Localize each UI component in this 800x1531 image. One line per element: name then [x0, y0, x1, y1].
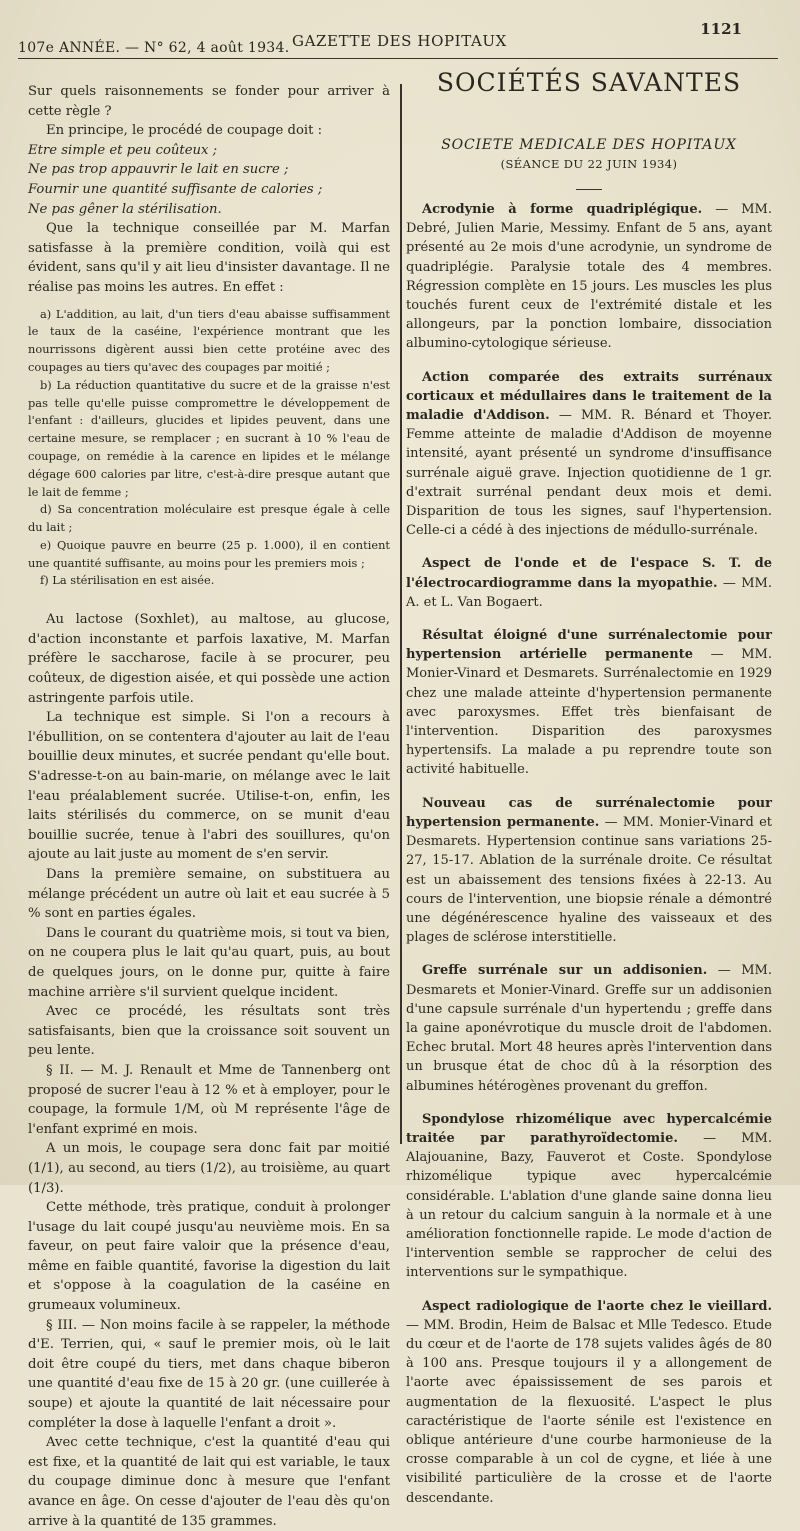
paragraph: La technique est simple. Si l'on a recours à l'ébullition, on se contentera d'ajouter au lait de l'eau bouillie deux minutes, et sucrée pendant qu'elle bout. S'adresse-t-on au bain-marie, on mélange avec le lait l'eau préalablement sucrée. Utilise-t-on, enfin, les laits stérilisés du commerce, on se munit d'eau bouillie sucrée, tenue à l'abri des souillures, qu'on ajoute au lait juste au moment de s'en servir. — [28, 710, 390, 863]
article-title: Aspect de l'onde et de l'espace S. T. de l'électrocardiogramme dans la myopathie. — [406, 556, 772, 591]
article-title: Action comparée des extraits surrénaux corticaux et médullaires dans le traitement de la maladie d'Addison. — [406, 369, 772, 424]
article-text: — MM. Alajouanine, Bazy, Fauverot et Coste. Spondylose rhizomélique typique avec hypercalcémie considérable. L'ablation d'une glande saine donna lieu à un retour du calcium sanguin à la normale et à une amélioration fonctionnelle rapide. Le mode d'action de l'intervention semble se rapprocher de celui des interventions sur le sympathique. — [406, 1130, 772, 1281]
small-paragraph: e) Quoique pauvre en beurre (25 p. 1.000), il en contient une quantité suffisante, au moins pour les premiers mois ; — [28, 537, 390, 570]
article — [406, 554, 772, 612]
small-paragraph: b) La réduction quantitative du sucre et de la graisse n'est pas telle qu'elle puisse compromettre le développement de l'enfant : d'ailleurs, glucides et lipides peuvent, dans une certaine mesure, se remplacer ; en sucrant à 10 % l'eau de coupage, on remédie à la carence en lipides et le mélange dégage 600 calories par litre, c'est-à-dire presque autant que le lait de femme ; — [28, 377, 390, 499]
issue-info: 107e ANNÉE. — N° 62, 4 août 1934. — [18, 40, 290, 56]
article — [406, 794, 772, 948]
society-name: SOCIETE MEDICALE DES HOPITAUX — [441, 137, 737, 153]
small-paragraph: d) Sa concentration moléculaire est presque égale à celle du lait ; — [28, 502, 390, 535]
journal-title: GAZETTE DES HOPITAUX — [292, 32, 507, 50]
list-item: Ne pas gêner la stérilisation. — [28, 201, 222, 217]
article — [406, 961, 772, 1095]
article-title: Résultat éloigné d'une surrénalectomie pour hypertension artérielle permanente — [406, 628, 772, 663]
session-date: (SÉANCE DU 22 JUIN 1934) — [500, 157, 678, 171]
right-column — [406, 60, 773, 1506]
paragraph: En principe, le procédé de coupage doit : — [46, 123, 323, 139]
article-text: — MM. A. et L. Van Bogaert. — [406, 575, 772, 610]
paragraph: Cette méthode, très pratique, conduit à prolonger l'usage du lait coupé jusqu'au neuvième mois. En sa faveur, on peut faire valoir que la présence d'eau, même en faible quantité, favorise la digestion du lait et s'oppose à la coagulation de la caséine en grumeaux volumineux. — [28, 1200, 390, 1314]
article-text: — MM. Debré, Julien Marie, Messimy. Enfant de 5 ans, ayant présenté au 2e mois d'une acrodynie, un syndrome de quadriplégie. Paralysie totale des 4 membres. Régression complète en 15 jours. Les muscles les plus touchés furent ceux de l'extrémité distale et les allongeurs, par la ponction lombaire, dissociation albumino-cytologique sérieuse. — [406, 202, 772, 352]
paragraph: § III. — Non moins facile à se rappeler, la méthode d'E. Terrien, qui, « sauf le premier mois, où le lait doit être coupé du tiers, met dans chaque biberon une quantité d'eau fixe de 15 à 20 gr. (une cuillerée à soupe) et ajoute la quantité de lait nécessaire pour compléter la dose à laquelle l'enfant a droit ». — [28, 1317, 390, 1431]
column-divider — [400, 84, 402, 1144]
list-item: Ne pas trop appauvrir le lait en sucre ; — [28, 162, 289, 178]
article-text: — MM. Monier-Vinard et Desmarets. Surrénalectomie en 1929 chez une malade atteinte d'hypertension permanente avec paroxysmes. Effet très bienfaisant de l'intervention. Disparition des paroxysmes hypertensifs. La malade a pu reprendre toute son activité habituelle. — [406, 647, 772, 778]
paragraph: A un mois, le coupage sera donc fait par moitié (1/1), au second, au tiers (1/2), au troisième, au quart (1/3). — [28, 1141, 390, 1196]
article-title: Greffe surrénale sur un addisonien. — [422, 963, 708, 979]
article-text: — MM. R. Bénard et Thoyer. Femme atteinte de maladie d'Addison de moyenne intensité, ayant présenté un syndrome d'insuffisance surrénale aiguë grave. Injection quotidienne de 1 gr. d'extrait surrénal pendant deux mois et demi. Disparition de tous les signes, sauf l'hypertension. Celle-ci a cédé à des injections de médullo-surrénale. — [406, 408, 773, 539]
article-text: — MM. Desmarets et Monier-Vinard. Greffe sur un addisonien d'une capsule surrénale d'un hypertendu ; greffe dans la gaine aponévrotique du muscle droit de l'abdomen. Echec brutal. Mort 48 heures après l'intervention dans un brusque état de choc dû à la résorption des albumines hétérogènes provenant du greffon. — [406, 963, 772, 1094]
paragraph: Sur quels raisonnements se fonder pour arriver à cette règle ? — [28, 84, 390, 119]
article-title: Aspect radiologique de l'aorte chez le vieillard. — [422, 1298, 772, 1314]
paragraph: Dans la première semaine, on substituera au mélange précédent un autre où lait et eau sucrée à 5 % sont en parties égales. — [28, 867, 390, 922]
paragraph: Avec ce procédé, les résultats sont très satisfaisants, bien que la croissance soit souvent un peu lente. — [28, 1004, 390, 1059]
left-column — [28, 82, 390, 1529]
article-text: — MM. Brodin, Heim de Balsac et Mlle Tedesco. Etude du cœur et de l'aorte de 178 sujets valides âgés de 80 à 100 ans. Presque toujours il y a allongement de l'aorte avec épaississement de ses parois et augmentation de la flexuosité. L'aspect le plus caractéristique de l'aorte sénile est l'existence en oblique antérieure d'une courbe harmonieuse de la crosse comparable à un col de cygne, et liée à une visibilité particulière de la crosse et de l'aorte descendante. — [406, 1317, 772, 1506]
list-item: Etre simple et peu coûteux ; — [28, 142, 218, 158]
article-title: Nouveau cas de surrénalectomie pour hypertension permanente. — [406, 795, 772, 830]
article — [406, 368, 772, 541]
paragraph: Que la technique conseillée par M. Marfan satisfasse à la première condition, voilà qui est évident, sans qu'il y ait lieu d'insister davantage. Il ne réalise pas moins les autres. En effet : — [28, 221, 390, 295]
section-title: SOCIÉTÉS SAVANTES — [436, 68, 742, 97]
small-paragraph: f) La stérilisation en est aisée. — [40, 573, 215, 588]
article-title: Spondylose rhizomélique avec hypercalcémie traitée par parathyroïdectomie. — [406, 1111, 772, 1146]
page-number: 1121 — [700, 20, 742, 38]
article — [406, 626, 772, 780]
article — [406, 1297, 772, 1508]
paragraph: § II. — M. J. Renault et Mme de Tannenberg ont proposé de sucrer l'eau à 12 % et à employer, pour le coupage, la formule 1/M, où M représente l'âge de l'enfant exprimé en mois. — [28, 1062, 390, 1137]
article-title: Acrodynie à forme quadriplégique. — [422, 202, 703, 217]
article-text: — MM. Monier-Vinard et Desmarets. Hypertension continue sans variations 25-27, 15-17. Ablation de la surrénale droite. Ce résultat est un abaissement des tensions fixées à 22-13. Au cours de l'intervention, une biopsie rénale a démontré une dégénérescence hyaline des vaisseaux et des plages de sclérose interstitielle. — [406, 814, 773, 946]
article — [406, 1110, 772, 1283]
paragraph: Dans le courant du quatrième mois, si tout va bien, on ne coupera plus le lait qu'au quart, puis, au bout de quelques jours, on le donne pur, quitte à faire machine arrière s'il survient quelque incident. — [28, 925, 390, 1000]
page-header — [18, 18, 778, 59]
paragraph: Au lactose (Soxhlet), au maltose, au glucose, d'action inconstante et parfois laxative, M. Marfan préfère le saccharose, facile à se procurer, peu coûteux, de digestion aisée, et qui possède une action astringente parfois utile. — [28, 612, 390, 706]
paragraph: Avec cette technique, c'est la quantité d'eau qui est fixe, et la quantité de lait qui est variable, le taux du coupage diminue donc à mesure que l'enfant avance en âge. On cesse d'ajouter de l'eau dès qu'on arrive à la quantité de 135 grammes. — [28, 1435, 390, 1529]
short-rule — [576, 189, 602, 190]
article — [406, 200, 772, 354]
small-paragraph: a) L'addition, au lait, d'un tiers d'eau abaisse suffisamment le taux de la caséine, l'expérience montrant que les nourrissons digèrent aussi bien cette protéine avec des coupages au tiers qu'avec des coupages par moitié ; — [28, 306, 390, 374]
list-item: Fournir une quantité suffisante de calories ; — [28, 181, 323, 197]
